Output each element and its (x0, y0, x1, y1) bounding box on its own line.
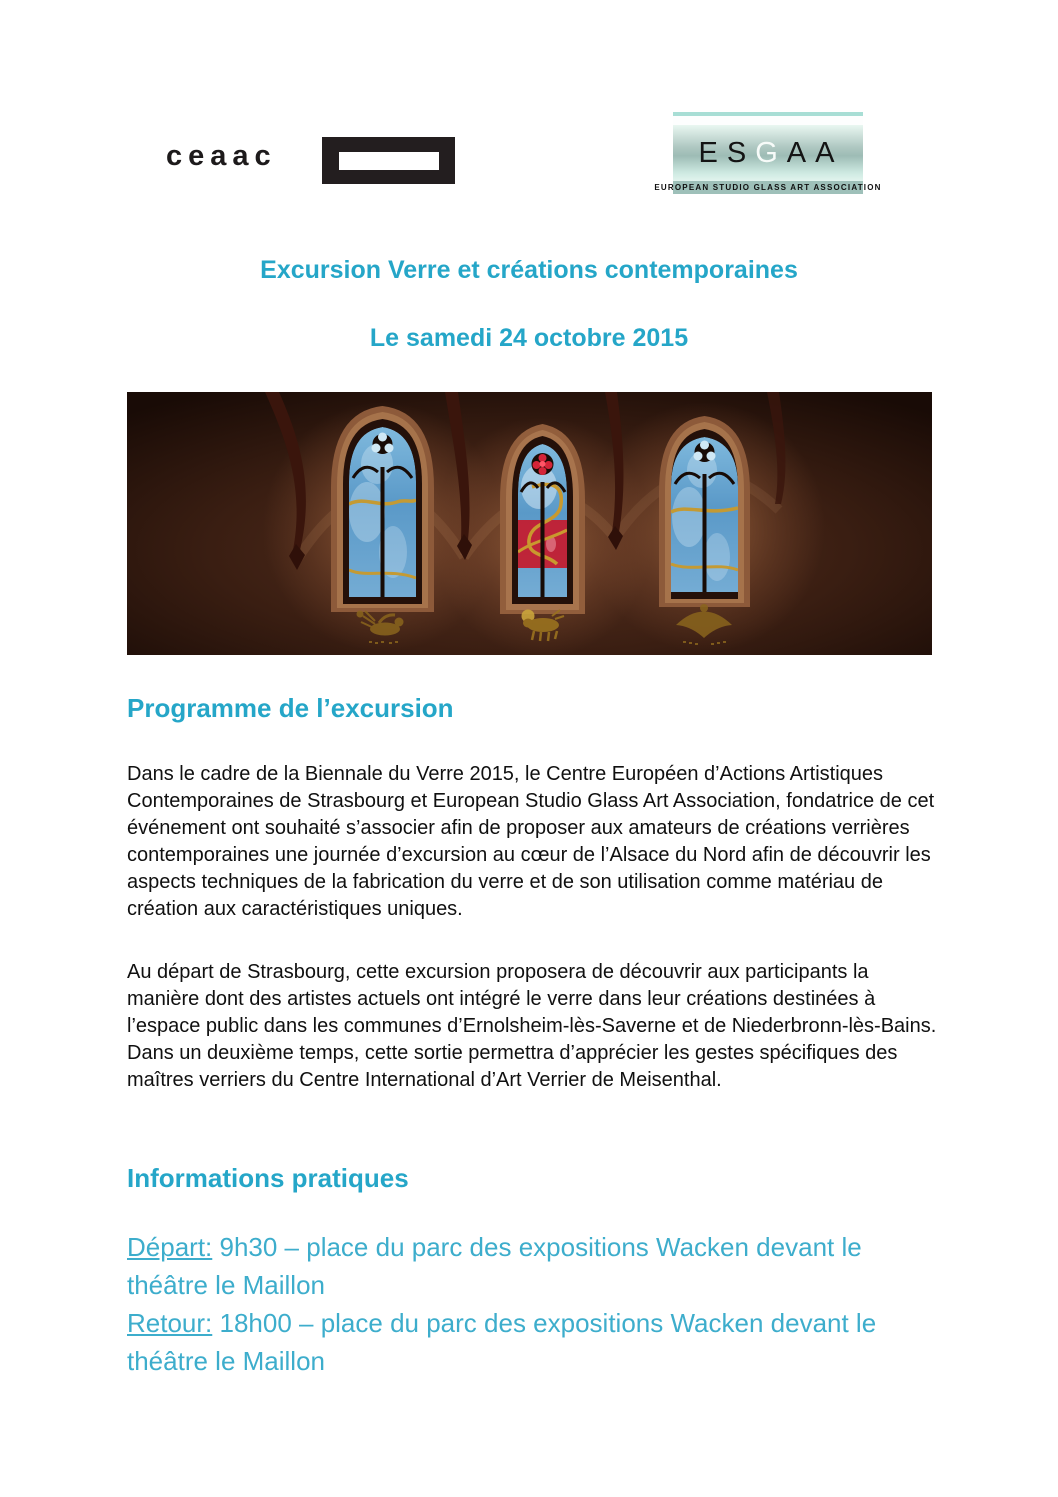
esgaa-logo (654, 112, 882, 194)
depart-text: 9h30 – place du parc des expositions Wacken devant le théâtre le Maillon (127, 1232, 862, 1300)
document-date: Le samedi 24 octobre 2015 (369, 324, 689, 352)
infos-heading: Informations pratiques (127, 1163, 409, 1193)
esgaa-logo-letters: ES G AA (673, 125, 863, 181)
infos-schedule (127, 1228, 939, 1380)
programme-paragraph-2: Au départ de Strasbourg, cette excursion proposera de découvrir aux participants la manière dont des artistes actuels ont intégré le verre dans leur créations destinées à l’espace public dans les communes d’Ernolsheim-lès-Saverne et de Niederbronn-lès-Bains. Dans un deuxième temps, cette sortie permettra d’apprécier les gestes spécifiques des maîtres verriers du Centre International d’Art Verrier de Meisenthal. (127, 961, 937, 1091)
esgaa-logo-subtitle: EUROPEAN STUDIO GLASS ART ASSOCIATION (654, 183, 882, 192)
programme-heading: Programme de l’excursion (127, 693, 454, 723)
document-title: Excursion Verre et créations contemporaines (260, 256, 798, 284)
depart-label: Départ: (127, 1232, 213, 1262)
chapel-photo-illustration (127, 392, 932, 655)
retour-text: 18h00 – place du parc des expositions Wacken devant le théâtre le Maillon (127, 1308, 877, 1376)
frame-logo (322, 137, 455, 184)
retour-label: Retour: (127, 1308, 213, 1338)
frame-logo-bar (339, 152, 439, 170)
chapel-stained-glass-photo (127, 392, 932, 655)
programme-paragraph-1: Dans le cadre de la Biennale du Verre 2015, le Centre Européen d’Actions Artistiques Contemporaines de Strasbourg et European Studio Glass Art Association, fondatrice de cet événement ont souhaité s’associer afin de proposer aux amateurs de créations verrières contemporaines une journée d’excursion au cœur de l’Alsace du Nord afin de découvrir les aspects techniques de la fabrication du verre et de son utilisation comme matériau de création aux caractéristiques uniques. (127, 763, 935, 920)
ceaac-logo: ceaac (166, 140, 277, 172)
